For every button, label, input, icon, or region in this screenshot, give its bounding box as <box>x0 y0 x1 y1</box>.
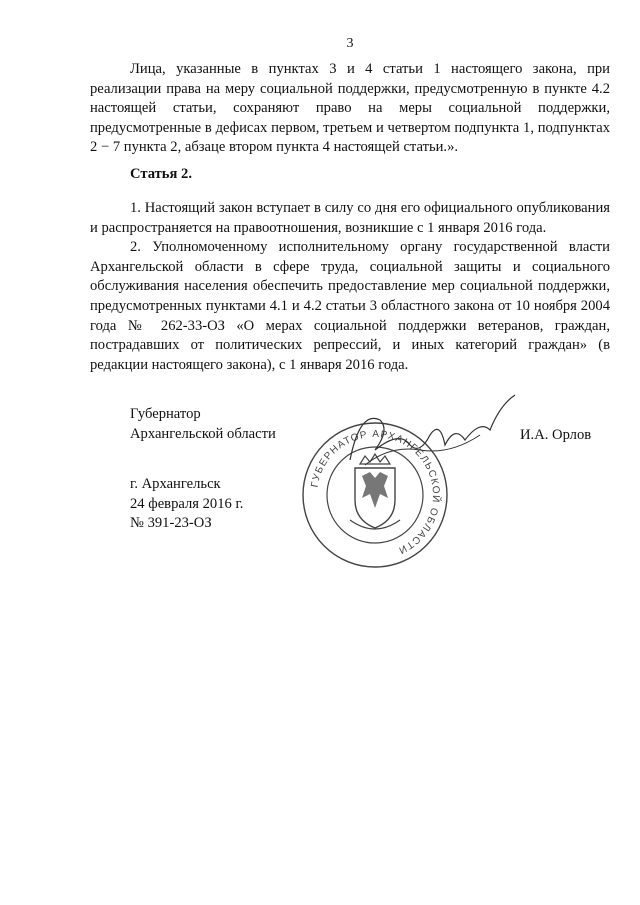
signatory-title-line-1: Губернатор <box>130 406 201 422</box>
signatory-title <box>130 405 276 444</box>
paragraph-block <box>90 60 610 158</box>
page-number: 3 <box>346 36 354 51</box>
signatory-title-line-2: Архангельской области <box>130 425 276 442</box>
svg-text:ГУБЕРНАТОР АРХАНГЕЛЬСКОЙ ОБЛАС: ГУБЕРНАТОР АРХАНГЕЛЬСКОЙ ОБЛАСТИ <box>309 428 442 556</box>
article-2-paragraph-1: 1. Настоящий закон вступает в силу со дня его официального опубликования и распространяется на правоотношения, возникшие с 1 января 2016 года. <box>90 200 610 236</box>
handwritten-signature-icon <box>330 390 530 490</box>
article-2-block <box>90 199 610 375</box>
article-2-paragraph-2: 2. Уполномоченному исполнительному органу государственной власти Архангельской области в сфере труда, социальной защиты и социального обслуживания населения обеспечить предоставление мер социальной поддержки, предусмотренных пунктами 4.1 и 4.2 статьи 3 областного закона от 10 ноября 2004 года № 262-33-ОЗ «О мерах социальной поддержки ветеранов, граждан, пострадавших от политических репрессий, и иных категорий граждан» (в редакции настоящего закона), с 1 января 2016 года. <box>90 239 610 373</box>
article-heading: Статья 2. <box>130 166 192 182</box>
date: 24 февраля 2016 г. <box>130 495 244 512</box>
signatory-name: И.А. Орлов <box>520 427 592 443</box>
place-date-block <box>130 475 243 534</box>
city: г. Архангельск <box>130 476 221 492</box>
paragraph: Лица, указанные в пунктах 3 и 4 статьи 1 настоящего закона, при реализации права на меру социальной поддержки, предусмотренную в пункте 4.2 настоящей статьи, сохраняют право на меры социальной поддержки, предусмотренные в дефисах первом, третьем и четвертом подпункта 1, подпунктах 2 − 7 пункта 2, абзаце втором пункта 4 настоящей статьи.». <box>90 61 610 156</box>
law-number: № 391-23-ОЗ <box>130 515 212 532</box>
